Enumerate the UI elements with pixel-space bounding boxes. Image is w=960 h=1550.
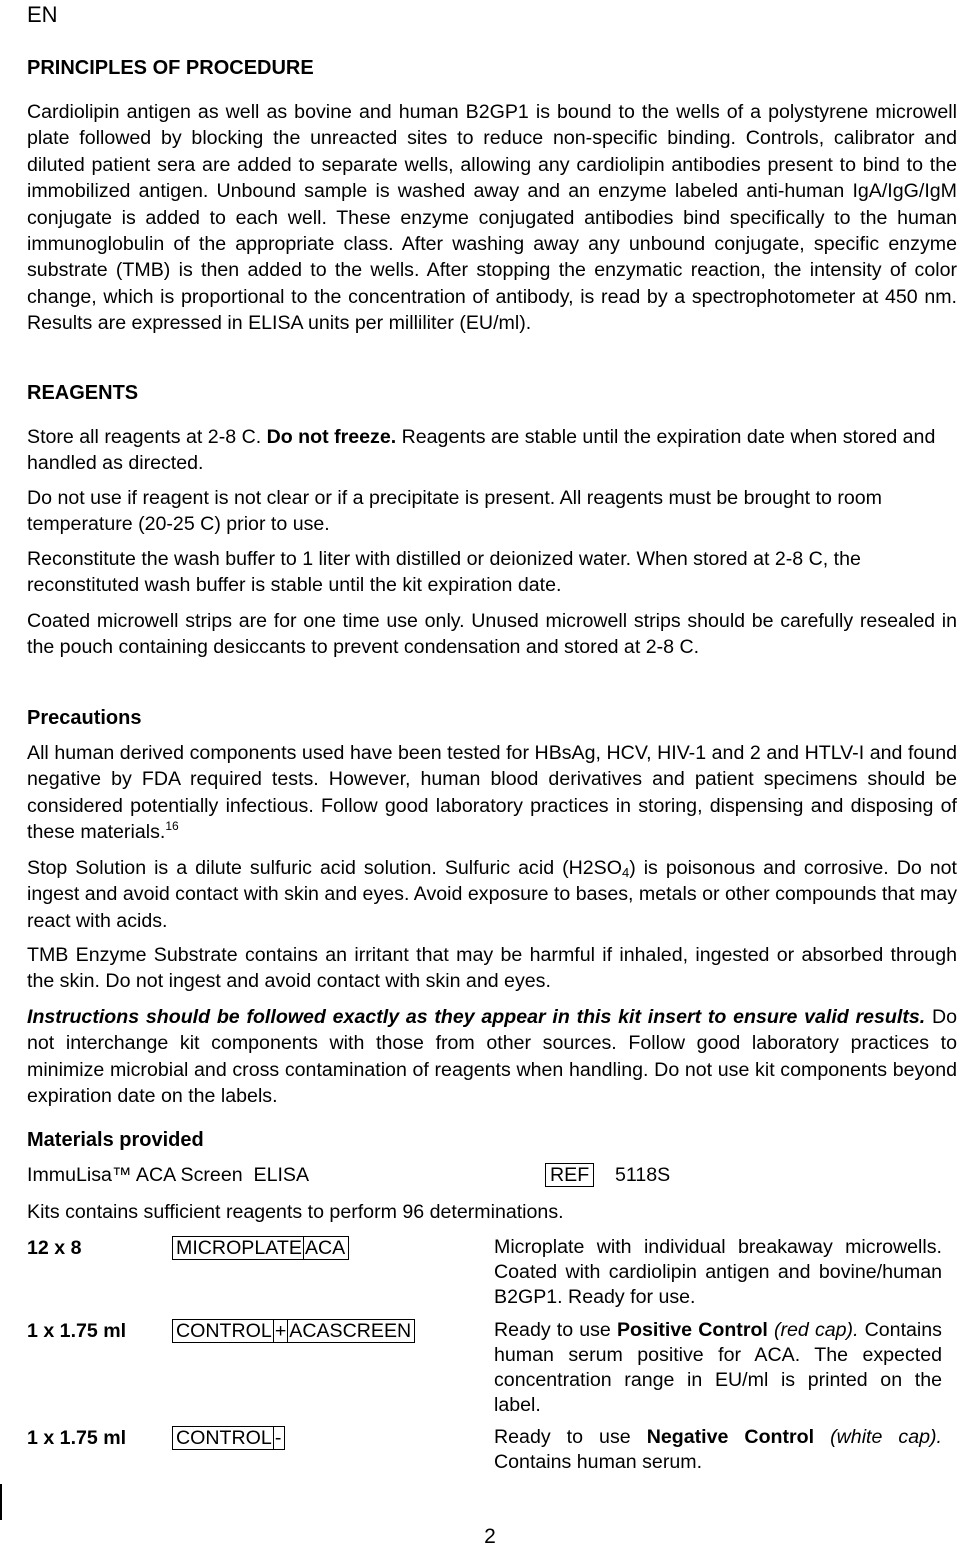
item-description [494, 1318, 942, 1418]
product-name: ImmuLisa™ ACA Screen ELISA [27, 1164, 310, 1186]
reagents-storage-paragraph [27, 424, 957, 477]
reagents-clarity-paragraph: Do not use if reagent is not clear or if a precipitate is present. All reagents must be brought to room temperature (20-25 C) prior to use. [27, 487, 882, 536]
principles-heading: PRINCIPLES OF PROCEDURE [27, 57, 314, 79]
microplate-label [172, 1236, 349, 1260]
storage-text: Store all reagents at 2-8 C. [27, 426, 267, 448]
human-components-text: All human derived components used have been tested for HBsAg, HCV, HIV-1 and 2 and HTLV-I and found negative by FDA required tests. However, human blood derivatives and patient specimens should be considered potentially infectious. Follow good laboratory practices in storing, dispensing and disposing of these materials. [27, 742, 957, 844]
item-quantity: 1 x 1.75 ml [27, 1320, 127, 1342]
desc-text-rest: Contains human serum positive for ACA. The expected concentration range in EU/ml is printed on the label. [494, 1319, 942, 1416]
negative-control-name: Negative Control [646, 1426, 815, 1448]
do-not-freeze: Do not freeze. [266, 426, 397, 448]
label-segment: CONTROL [176, 1427, 272, 1449]
language-code: EN [27, 2, 58, 27]
stop-solution-text: Stop Solution is a dilute sulfuric acid solution. Sulfuric acid (H2SO [27, 857, 622, 879]
storage-text-rest: Reagents are stable until the expiration date when stored and handled as directed. [27, 426, 936, 475]
cap-color: (white cap). [830, 1426, 942, 1448]
label-segment: MICROPLATE [176, 1237, 302, 1259]
item-quantity: 1 x 1.75 ml [27, 1427, 127, 1449]
negative-control-label [172, 1426, 285, 1450]
precautions-instructions-paragraph [27, 1004, 957, 1110]
ref-label: REF [545, 1163, 594, 1187]
instructions-text: Do not interchange kit components with those from other sources. Follow good laboratory practices to minimize microbial and cross contamination of reagents when handling. Do not use kit components beyond expiration date on the labels. [27, 1006, 957, 1108]
label-segment: CONTROL [176, 1320, 272, 1342]
desc-text: Ready to use [494, 1426, 647, 1448]
ref-symbol [545, 1162, 594, 1188]
reagents-microwell-paragraph: Coated microwell strips are for one time use only. Unused microwell strips should be carefully resealed in the pouch containing desiccants to prevent condensation and stored at 2-8 C. [27, 610, 957, 659]
item-description: Microplate with individual breakaway microwells. Coated with cardiolipin antigen and bovine/human B2GP1. Ready for use. [494, 1236, 942, 1308]
label-segment: ACASCREEN [289, 1320, 412, 1342]
stop-solution-text-rest: ) is poisonous and corrosive. Do not ingest and avoid contact with skin and eyes. Avoid exposure to bases, metals or other compounds that may react with acids. [27, 857, 957, 932]
precautions-heading: Precautions [27, 707, 142, 729]
item-label-box [172, 1318, 415, 1344]
positive-control-label [172, 1319, 415, 1343]
label-segment: - [274, 1427, 282, 1449]
reagents-wash-buffer-paragraph: Reconstitute the wash buffer to 1 liter with distilled or deionized water. When stored at 2-8 C, the reconstituted wash buffer is stable until the kit expiration date. [27, 548, 861, 597]
instructions-warning: Instructions should be followed exactly as they appear in this kit insert to ensure valid results. [27, 1006, 926, 1028]
precautions-stop-solution-paragraph [27, 855, 957, 934]
materials-heading: Materials provided [27, 1129, 204, 1151]
label-segment: + [274, 1320, 287, 1342]
reference-superscript: 16 [165, 819, 179, 834]
kit-note: Kits contains sufficient reagents to perform 96 determinations. [27, 1201, 564, 1223]
precautions-tmb-paragraph: TMB Enzyme Substrate contains an irritant that may be harmful if inhaled, ingested or absorbed through the skin. Do not ingest and avoid contact with skin and eyes. [27, 944, 957, 993]
desc-text-rest: Contains human serum. [494, 1451, 703, 1473]
item-description [494, 1425, 942, 1475]
positive-control-name: Positive Control [616, 1319, 768, 1341]
cap-color: (red cap). [773, 1319, 859, 1341]
ref-code: 5118S [615, 1164, 671, 1186]
precautions-human-components-paragraph [27, 740, 957, 846]
item-quantity: 12 x 8 [27, 1237, 82, 1259]
page-number: 2 [484, 1525, 496, 1548]
label-segment: ACA [304, 1237, 346, 1259]
desc-text: Ready to use [494, 1319, 617, 1341]
reagents-heading: REAGENTS [27, 382, 139, 404]
formula-subscript: 4 [621, 865, 630, 880]
principles-paragraph: Cardiolipin antigen as well as bovine and human B2GP1 is bound to the wells of a polystyrene microwell plate followed by blocking the unreacted sites to reduce non-specific binding. Controls, calibrator and diluted patient sera are added to separate wells, allowing any cardiolipin antibodies present to bind to the immobilized antigen. Unbound sample is washed away and an enzyme labeled anti-human IgA/IgG/IgM conjugate is added to each well. These enzyme conjugated antibodies bind specifically to the human immunoglobulin of the appropriate class. After washing away any unbound conjugate, specific enzyme substrate (TMB) is then added to the wells. After stopping the enzymatic reaction, the intensity of color change, which is proportional to the concentration of antibody, is read by a spectrophotometer at 450 nm. Results are expressed in ELISA units per milliliter (EU/ml). [27, 101, 957, 335]
page-edge-mark [0, 1484, 2, 1520]
item-label-box [172, 1425, 285, 1451]
item-label-box [172, 1235, 349, 1261]
